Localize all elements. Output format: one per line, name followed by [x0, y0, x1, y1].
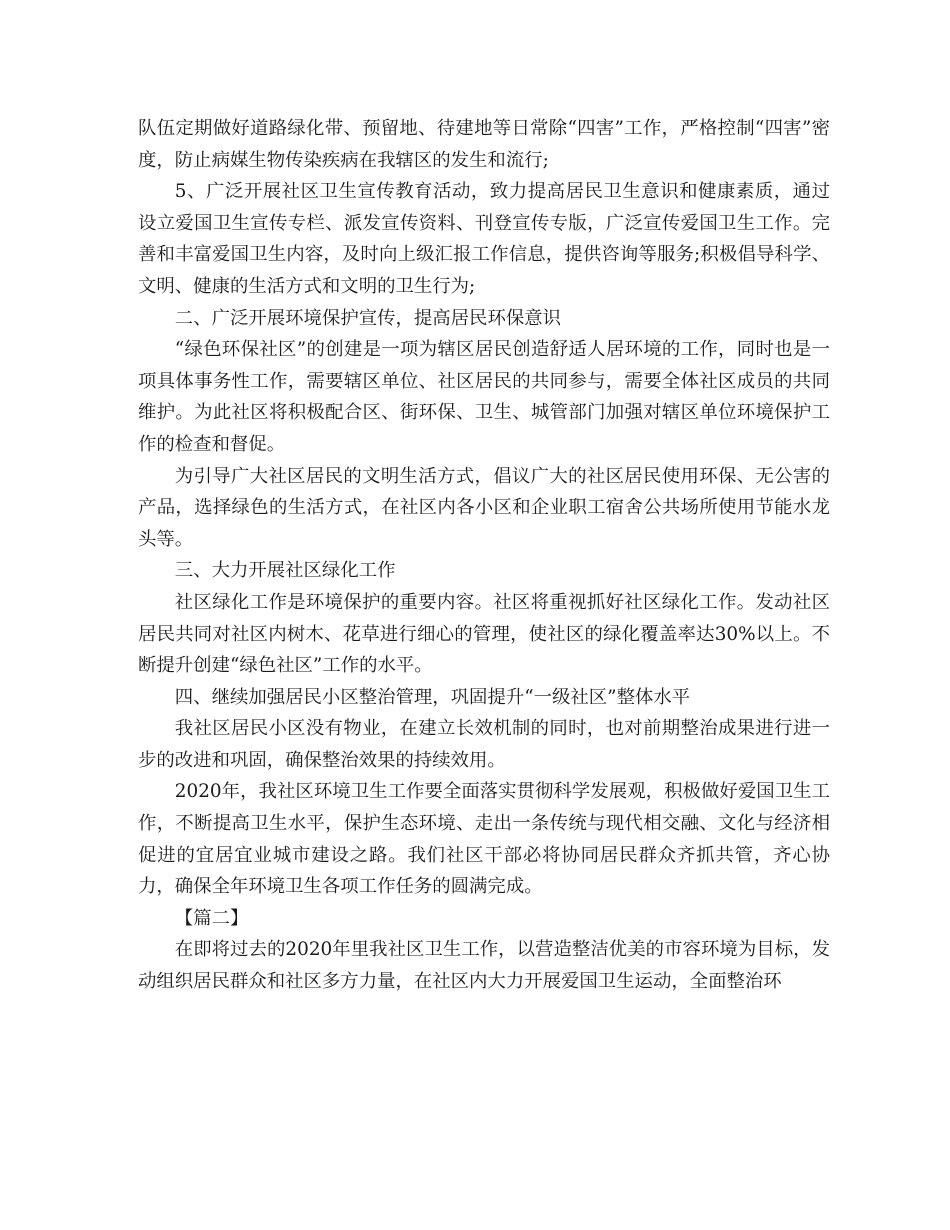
section-heading-4: 四、继续加强居民小区整治管理，巩固提升“一级社区”整体水平 [174, 686, 691, 708]
section-heading-3: 三、大力开展社区绿化工作 [174, 560, 396, 582]
paragraph-lifestyle: 为引导广大社区居民的文明生活方式，倡议广大的社区居民使用环保、无公害的产品，选择绿色的生活方式，在社区内各小区和企业职工宿舍公共场所使用节能水龙头等。 [138, 465, 830, 550]
paragraph-summary: 2020年，我社区环境卫生工作要全面落实贯彻科学发展观，积极做好爱国卫生工作，不断提高卫生水平，保护生态环境、走出一条传统与现代相交融、文化与经济相促进的宜居宜业城市建设之路。我们社区干部必将协同居民群众齐抓共管，齐心协力，确保全年环境卫生各项工作任务的圆满完成。 [138, 781, 830, 898]
paragraph-part-two-intro: 在即将过去的2020年里我社区卫生工作，以营造整洁优美的市容环境为目标，发动组织居民群众和社区多方力量，在社区内大力开展爱国卫生运动，全面整治环 [138, 939, 830, 993]
paragraph-greening: 社区绿化工作是环境保护的重要内容。社区将重视抓好社区绿化工作。发动社区居民共同对社区内树木、花草进行细心的管理，使社区的绿化覆盖率达30%以上。不断提升创建“绿色社区”工作的水平。 [138, 591, 830, 677]
paragraph-management: 我社区居民小区没有物业，在建立长效机制的同时，也对前期整治成果进行进一步的改进和巩固，确保整治效果的持续效用。 [138, 718, 830, 771]
paragraph-green-community: “绿色环保社区”的创建是一项为辖区居民创造舒适人居环境的工作，同时也是一项具体事务性工作，需要辖区单位、社区居民的共同参与，需要全体社区成员的共同维护。为此社区将积极配合区、街环保、卫生、城管部门加强对辖区单位环境保护工作的检查和督促。 [138, 339, 830, 455]
document-body [138, 113, 830, 998]
paragraph-continuation: 队伍定期做好道路绿化带、预留地、待建地等日常除“四害”工作，严格控制“四害”密度，防止病媒生物传染疾病在我辖区的发生和流行; [138, 118, 830, 171]
section-heading-2: 二、广泛开展环境保护宣传，提高居民环保意识 [174, 307, 562, 329]
paragraph-item-5: 5、广泛开展社区卫生宣传教育活动，致力提高居民卫生意识和健康素质，通过设立爱国卫生宣传专栏、派发宣传资料、刊登宣传专版，广泛宣传爱国卫生工作。完善和丰富爱国卫生内容，及时向上级汇报工作信息，提供咨询等服务;积极倡导科学、文明、健康的生活方式和文明的卫生行为; [138, 181, 830, 297]
part-two-heading: 【篇二】 [174, 907, 249, 929]
